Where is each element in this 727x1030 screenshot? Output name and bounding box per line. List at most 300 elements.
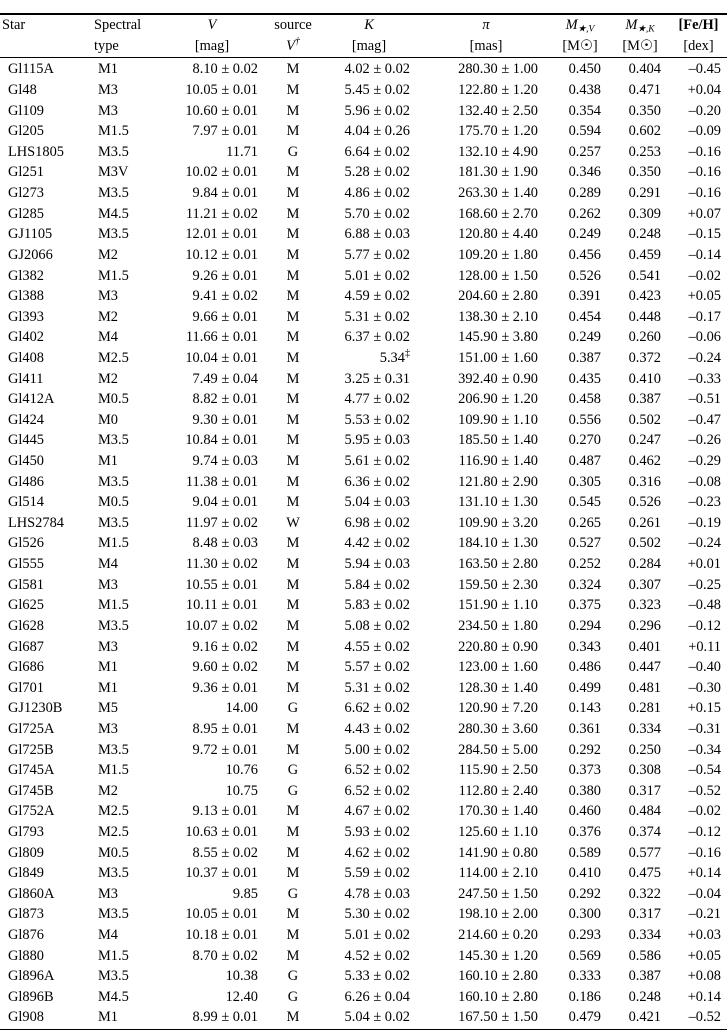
cell-v-magnitude: 10.05 ± 0.01 bbox=[185, 906, 258, 923]
cell-mass-v: 0.450 bbox=[550, 58, 610, 80]
cell-parallax: 214.60 ± 0.20 bbox=[458, 927, 538, 944]
cell-source-v: M bbox=[286, 906, 300, 923]
cell-metallicity: –0.16 bbox=[688, 143, 721, 160]
cell-mass-v: 0.458 bbox=[568, 391, 601, 408]
cell-v-magnitude: 9.72 ± 0.01 bbox=[192, 741, 258, 758]
cell-parallax: 280.30 ± 3.60 bbox=[458, 720, 538, 737]
cell-k-magnitude: 5.33 ± 0.02 bbox=[344, 968, 410, 985]
cell-source-v: M bbox=[286, 494, 300, 511]
cell-parallax: 284.50 ± 5.00 bbox=[458, 741, 538, 758]
cell-parallax: 206.90 ± 1.20 bbox=[458, 391, 538, 408]
header-spectral-type: Spectral bbox=[94, 17, 142, 33]
cell-star: Gl412A bbox=[8, 391, 55, 408]
cell-mass-v: 0.387 bbox=[568, 349, 601, 366]
cell-star: Gl445 bbox=[8, 432, 44, 449]
cell-parallax: 141.90 ± 0.80 bbox=[458, 844, 538, 861]
cell-metallicity: +0.05 bbox=[687, 288, 721, 305]
cell-source-v: M bbox=[286, 226, 300, 243]
cell-source-v: M bbox=[286, 823, 300, 840]
cell-parallax: 145.30 ± 1.20 bbox=[458, 947, 538, 964]
cell-k-magnitude: 5.61 ± 0.02 bbox=[344, 453, 410, 470]
header-parallax: π bbox=[482, 17, 490, 33]
cell-parallax: 125.60 ± 1.10 bbox=[458, 823, 538, 840]
cell-metallicity: –0.02 bbox=[688, 803, 721, 820]
table-row bbox=[0, 389, 727, 410]
cell-source-v: G bbox=[287, 762, 299, 779]
cell-star: Gl725B bbox=[8, 741, 54, 758]
table-row bbox=[0, 327, 727, 348]
cell-mass-v: 0.487 bbox=[568, 453, 601, 470]
cell-source-v: M bbox=[286, 205, 300, 222]
cell-mass-k: 0.374 bbox=[628, 823, 661, 840]
cell-spectral-type: M3.5 bbox=[98, 865, 129, 882]
cell-spectral-type: M1.5 bbox=[98, 762, 129, 779]
cell-v-magnitude: 10.02 ± 0.01 bbox=[185, 164, 258, 181]
cell-v-magnitude: 9.66 ± 0.01 bbox=[192, 308, 258, 325]
cell-parallax: 151.00 ± 1.60 bbox=[458, 349, 538, 366]
cell-star: Gl860A bbox=[8, 885, 55, 902]
cell-k-magnitude: 5.28 ± 0.02 bbox=[344, 164, 410, 181]
cell-k-magnitude: 5.01 ± 0.02 bbox=[344, 927, 410, 944]
header-star-unit bbox=[0, 36, 92, 58]
table-row bbox=[0, 430, 727, 451]
header-mass-v-unit: [M☉] bbox=[562, 37, 598, 54]
header-row-line1 bbox=[0, 15, 727, 36]
cell-source-v: M bbox=[286, 391, 300, 408]
cell-mass-v: 0.324 bbox=[568, 576, 601, 593]
cell-star: Gl896A bbox=[8, 968, 55, 985]
table-row bbox=[0, 368, 727, 389]
cell-metallicity: –0.09 bbox=[688, 123, 721, 140]
cell-metallicity: +0.14 bbox=[687, 865, 721, 882]
table-row bbox=[0, 492, 727, 513]
table-row bbox=[0, 513, 727, 534]
cell-source-v: M bbox=[286, 803, 300, 820]
cell-v-magnitude: 10.07 ± 0.02 bbox=[185, 617, 258, 634]
cell-mass-k: 0.260 bbox=[628, 329, 661, 346]
table-row bbox=[0, 884, 727, 905]
table-row bbox=[0, 595, 727, 616]
cell-mass-v: 0.456 bbox=[568, 246, 601, 263]
cell-v-magnitude: 10.18 ± 0.01 bbox=[185, 927, 258, 944]
cell-parallax: 122.80 ± 1.20 bbox=[458, 82, 538, 99]
cell-star: Gl382 bbox=[8, 267, 44, 284]
table-row bbox=[0, 575, 727, 596]
table-row bbox=[0, 80, 727, 101]
table-row bbox=[0, 801, 727, 822]
cell-v-magnitude: 10.04 ± 0.01 bbox=[185, 349, 258, 366]
cell-parallax: 160.10 ± 2.80 bbox=[458, 988, 538, 1005]
cell-v-magnitude: 9.04 ± 0.01 bbox=[192, 494, 258, 511]
cell-spectral-type: M1 bbox=[98, 679, 118, 696]
cell-star: Gl115A bbox=[0, 58, 92, 80]
cell-mass-k: 0.526 bbox=[628, 494, 661, 511]
cell-star: Gl849 bbox=[8, 865, 44, 882]
header-row-line2 bbox=[0, 36, 727, 58]
cell-mass-k: 0.250 bbox=[628, 741, 661, 758]
cell-spectral-type: M1.5 bbox=[98, 123, 129, 140]
table-row bbox=[0, 946, 727, 967]
cell-spectral-type: M0 bbox=[98, 411, 118, 428]
cell-parallax: 234.50 ± 1.80 bbox=[458, 617, 538, 634]
cell-parallax: 220.80 ± 0.90 bbox=[458, 638, 538, 655]
cell-metallicity: –0.26 bbox=[688, 432, 721, 449]
cell-star: Gl701 bbox=[8, 679, 44, 696]
cell-parallax: 167.50 ± 1.50 bbox=[422, 1007, 550, 1029]
cell-spectral-type: M1 bbox=[98, 659, 118, 676]
cell-metallicity: –0.54 bbox=[688, 762, 721, 779]
cell-mass-k: 0.316 bbox=[628, 473, 661, 490]
cell-mass-v: 0.454 bbox=[568, 308, 601, 325]
cell-star: Gl424 bbox=[8, 411, 44, 428]
cell-spectral-type: M5 bbox=[98, 700, 118, 717]
cell-mass-k: 0.248 bbox=[628, 988, 661, 1005]
cell-parallax: 145.90 ± 3.80 bbox=[458, 329, 538, 346]
cell-metallicity: –0.16 bbox=[688, 164, 721, 181]
cell-k-magnitude: 5.96 ± 0.02 bbox=[344, 102, 410, 119]
cell-parallax: 109.90 ± 3.20 bbox=[458, 514, 538, 531]
cell-star: Gl402 bbox=[8, 329, 44, 346]
cell-spectral-type: M4.5 bbox=[98, 988, 129, 1005]
table-row bbox=[0, 760, 727, 781]
cell-source-v: M bbox=[286, 659, 300, 676]
cell-star: Gl745B bbox=[8, 782, 54, 799]
cell-mass-k: 0.448 bbox=[628, 308, 661, 325]
cell-mass-k: 0.421 bbox=[610, 1007, 670, 1029]
cell-star: Gl880 bbox=[8, 947, 44, 964]
cell-metallicity: –0.02 bbox=[688, 267, 721, 284]
cell-k-magnitude: 5.57 ± 0.02 bbox=[344, 659, 410, 676]
cell-metallicity: –0.51 bbox=[688, 391, 721, 408]
header-parallax-unit: [mas] bbox=[469, 37, 503, 54]
table-row bbox=[0, 616, 727, 637]
cell-mass-v: 0.249 bbox=[568, 226, 601, 243]
cell-v-magnitude: 10.37 ± 0.01 bbox=[185, 865, 258, 882]
cell-spectral-type: M3.5 bbox=[98, 514, 129, 531]
cell-metallicity: +0.05 bbox=[687, 947, 721, 964]
cell-mass-k: 0.317 bbox=[628, 782, 661, 799]
cell-spectral-type: M3.5 bbox=[98, 473, 129, 490]
cell-metallicity: –0.52 bbox=[688, 782, 721, 799]
cell-mass-k: 0.502 bbox=[628, 535, 661, 552]
cell-parallax: 112.80 ± 2.40 bbox=[458, 782, 538, 799]
cell-k-magnitude: 5.31 ± 0.02 bbox=[344, 679, 410, 696]
cell-v-magnitude: 14.00 bbox=[225, 700, 258, 717]
cell-mass-v: 0.594 bbox=[568, 123, 601, 140]
cell-parallax: 184.10 ± 1.30 bbox=[458, 535, 538, 552]
cell-metallicity: –0.45 bbox=[670, 58, 727, 80]
cell-mass-v: 0.292 bbox=[568, 885, 601, 902]
cell-metallicity: –0.52 bbox=[670, 1007, 727, 1029]
table-row bbox=[0, 142, 727, 163]
cell-mass-k: 0.309 bbox=[628, 205, 661, 222]
table-row bbox=[0, 863, 727, 884]
cell-star: Gl514 bbox=[8, 494, 44, 511]
cell-mass-v: 0.265 bbox=[568, 514, 601, 531]
header-v-unit: [mag] bbox=[194, 37, 230, 54]
header-mass-v: $M_{★,V}$ bbox=[565, 17, 595, 35]
cell-source-v: M bbox=[286, 865, 300, 882]
cell-source-v: M bbox=[286, 576, 300, 593]
cell-mass-v: 0.526 bbox=[568, 267, 601, 284]
cell-spectral-type: M3.5 bbox=[98, 143, 129, 160]
cell-k-magnitude: 4.55 ± 0.02 bbox=[344, 638, 410, 655]
cell-parallax: 116.90 ± 1.40 bbox=[458, 453, 538, 470]
cell-mass-v: 0.257 bbox=[568, 143, 601, 160]
cell-spectral-type: M4 bbox=[98, 556, 118, 573]
table-row bbox=[0, 162, 727, 183]
cell-v-magnitude: 8.99 ± 0.01 bbox=[154, 1007, 270, 1029]
cell-mass-v: 0.391 bbox=[568, 288, 601, 305]
cell-metallicity: –0.08 bbox=[688, 473, 721, 490]
cell-k-magnitude: 4.86 ± 0.02 bbox=[344, 185, 410, 202]
cell-k-magnitude: 5.04 ± 0.02 bbox=[316, 1007, 422, 1029]
cell-k-magnitude: 4.04 ± 0.26 bbox=[344, 123, 410, 140]
cell-metallicity: –0.47 bbox=[688, 411, 721, 428]
cell-spectral-type: M3 bbox=[98, 576, 118, 593]
header-subscript: ★,K bbox=[637, 24, 655, 35]
cell-k-magnitude: 4.43 ± 0.02 bbox=[344, 720, 410, 737]
cell-parallax: 128.30 ± 1.40 bbox=[458, 679, 538, 696]
cell-spectral-type: M3 bbox=[98, 720, 118, 737]
table-row bbox=[0, 286, 727, 307]
table-body bbox=[0, 58, 727, 1029]
cell-star: Gl687 bbox=[8, 638, 44, 655]
cell-v-magnitude: 9.84 ± 0.01 bbox=[192, 185, 258, 202]
cell-metallicity: –0.15 bbox=[688, 226, 721, 243]
table-row bbox=[0, 843, 727, 864]
cell-star: Gl809 bbox=[8, 844, 44, 861]
cell-star: Gl486 bbox=[8, 473, 44, 490]
cell-source-v: M bbox=[286, 164, 300, 181]
table-row bbox=[0, 121, 727, 142]
cell-k-magnitude: 3.25 ± 0.31 bbox=[344, 370, 410, 387]
cell-mass-k: 0.459 bbox=[628, 246, 661, 263]
cell-parallax: 159.50 ± 2.30 bbox=[458, 576, 538, 593]
cell-v-magnitude: 8.70 ± 0.02 bbox=[192, 947, 258, 964]
cell-mass-k: 0.586 bbox=[628, 947, 661, 964]
cell-k-magnitude: 5.01 ± 0.02 bbox=[344, 267, 410, 284]
cell-source-v: M bbox=[286, 741, 300, 758]
cell-source-v: M bbox=[270, 58, 316, 80]
cell-mass-v: 0.293 bbox=[568, 927, 601, 944]
cell-star: Gl555 bbox=[8, 556, 44, 573]
cell-parallax: 120.80 ± 4.40 bbox=[458, 226, 538, 243]
cell-v-magnitude: 10.05 ± 0.01 bbox=[185, 82, 258, 99]
cell-mass-v: 0.545 bbox=[568, 494, 601, 511]
cell-source-v: M bbox=[286, 185, 300, 202]
cell-source-v: M bbox=[286, 473, 300, 490]
cell-k-magnitude: 5.30 ± 0.02 bbox=[344, 906, 410, 923]
cell-star: GJ1230B bbox=[8, 700, 63, 717]
table-row bbox=[0, 265, 727, 286]
cell-mass-v: 0.289 bbox=[568, 185, 601, 202]
cell-metallicity: –0.04 bbox=[688, 885, 721, 902]
cell-spectral-type: M3 bbox=[98, 82, 118, 99]
cell-k-magnitude: 5.45 ± 0.02 bbox=[344, 82, 410, 99]
header-spectral-type-unit: type bbox=[94, 37, 119, 54]
cell-v-magnitude: 7.97 ± 0.01 bbox=[192, 123, 258, 140]
table-row bbox=[0, 719, 727, 740]
cell-mass-v: 0.435 bbox=[568, 370, 601, 387]
cell-mass-k: 0.323 bbox=[628, 597, 661, 614]
cell-mass-v: 0.380 bbox=[568, 782, 601, 799]
cell-mass-k: 0.475 bbox=[628, 865, 661, 882]
table-row bbox=[0, 533, 727, 554]
cell-parallax: 109.20 ± 1.80 bbox=[458, 246, 538, 263]
cell-parallax: 123.00 ± 1.60 bbox=[458, 659, 538, 676]
cell-source-v: M bbox=[286, 638, 300, 655]
cell-mass-k: 0.481 bbox=[628, 679, 661, 696]
cell-star: GJ1105 bbox=[8, 226, 53, 243]
cell-mass-v: 0.460 bbox=[568, 803, 601, 820]
cell-v-magnitude: 8.55 ± 0.02 bbox=[192, 844, 258, 861]
cell-star: Gl285 bbox=[8, 205, 44, 222]
cell-mass-k: 0.471 bbox=[628, 82, 661, 99]
cell-mass-k: 0.372 bbox=[628, 349, 661, 366]
cell-k-magnitude: 6.36 ± 0.02 bbox=[344, 473, 410, 490]
cell-k-magnitude: 6.64 ± 0.02 bbox=[344, 143, 410, 160]
cell-source-v: M bbox=[286, 679, 300, 696]
cell-parallax: 109.90 ± 1.10 bbox=[458, 411, 538, 428]
cell-k-magnitude: 5.77 ± 0.02 bbox=[344, 246, 410, 263]
cell-spectral-type: M3.5 bbox=[98, 906, 129, 923]
cell-star: Gl625 bbox=[8, 597, 44, 614]
cell-v-magnitude: 10.12 ± 0.01 bbox=[185, 246, 258, 263]
table-row bbox=[0, 307, 727, 328]
cell-metallicity: –0.14 bbox=[688, 246, 721, 263]
cell-parallax: 132.10 ± 4.90 bbox=[458, 143, 538, 160]
table-row bbox=[0, 101, 727, 122]
cell-v-magnitude: 11.30 ± 0.02 bbox=[185, 556, 258, 573]
cell-source-v: M bbox=[286, 308, 300, 325]
cell-parallax: 151.90 ± 1.10 bbox=[458, 597, 538, 614]
cell-parallax: 128.00 ± 1.50 bbox=[458, 267, 538, 284]
cell-mass-k: 0.261 bbox=[628, 514, 661, 531]
cell-k-magnitude: 5.83 ± 0.02 bbox=[344, 597, 410, 614]
cell-metallicity: +0.14 bbox=[687, 988, 721, 1005]
cell-star: Gl873 bbox=[8, 906, 44, 923]
cell-mass-k: 0.291 bbox=[628, 185, 661, 202]
cell-source-v: M bbox=[286, 720, 300, 737]
cell-source-v: M bbox=[286, 123, 300, 140]
cell-mass-v: 0.270 bbox=[568, 432, 601, 449]
cell-star: Gl273 bbox=[8, 185, 44, 202]
cell-spectral-type: M1.5 bbox=[98, 947, 129, 964]
cell-mass-k: 0.401 bbox=[628, 638, 661, 655]
cell-k-magnitude: 5.34‡ bbox=[379, 348, 410, 366]
cell-spectral-type: M3 bbox=[98, 288, 118, 305]
cell-source-v: G bbox=[287, 885, 299, 902]
cell-mass-v: 0.438 bbox=[568, 82, 601, 99]
cell-v-magnitude: 10.38 bbox=[225, 968, 258, 985]
cell-metallicity: –0.40 bbox=[688, 659, 721, 676]
cell-parallax: 120.90 ± 7.20 bbox=[458, 700, 538, 717]
cell-k-magnitude: 5.00 ± 0.02 bbox=[344, 741, 410, 758]
cell-mass-k: 0.502 bbox=[628, 411, 661, 428]
cell-v-magnitude: 8.95 ± 0.01 bbox=[192, 720, 258, 737]
cell-source-v: M bbox=[286, 102, 300, 119]
cell-k-magnitude: 4.02 ± 0.02 bbox=[316, 58, 422, 80]
cell-v-magnitude: 11.38 ± 0.01 bbox=[185, 473, 258, 490]
cell-spectral-type: M1.5 bbox=[98, 597, 129, 614]
cell-k-magnitude: 5.08 ± 0.02 bbox=[344, 617, 410, 634]
cell-spectral-type: M0.5 bbox=[98, 494, 129, 511]
table-row bbox=[0, 636, 727, 657]
cell-parallax: 114.00 ± 2.10 bbox=[458, 865, 538, 882]
table-row bbox=[0, 451, 727, 472]
cell-spectral-type: M3 bbox=[98, 638, 118, 655]
cell-spectral-type: M3.5 bbox=[98, 741, 129, 758]
header-mass-k-unit: [M☉] bbox=[622, 37, 658, 54]
table-header bbox=[0, 14, 727, 58]
cell-source-v: M bbox=[270, 1007, 316, 1029]
cell-metallicity: –0.48 bbox=[688, 597, 721, 614]
cell-metallicity: –0.16 bbox=[688, 844, 721, 861]
cell-parallax: 168.60 ± 2.70 bbox=[458, 205, 538, 222]
cell-source-v: M bbox=[286, 597, 300, 614]
cell-source-v: W bbox=[286, 514, 300, 531]
cell-metallicity: +0.01 bbox=[687, 556, 721, 573]
cell-v-magnitude: 9.60 ± 0.02 bbox=[192, 659, 258, 676]
cell-parallax: 115.90 ± 2.50 bbox=[458, 762, 538, 779]
cell-spectral-type: M2 bbox=[98, 782, 118, 799]
cell-metallicity: –0.30 bbox=[688, 679, 721, 696]
cell-mass-k: 0.447 bbox=[628, 659, 661, 676]
cell-source-v: M bbox=[286, 329, 300, 346]
cell-k-magnitude: 5.04 ± 0.03 bbox=[344, 494, 410, 511]
cell-mass-v: 0.499 bbox=[568, 679, 601, 696]
cell-star: Gl908 bbox=[0, 1007, 92, 1029]
table-row bbox=[0, 554, 727, 575]
cell-mass-k: 0.317 bbox=[628, 906, 661, 923]
cell-star: Gl745A bbox=[8, 762, 55, 779]
cell-mass-v: 0.376 bbox=[568, 823, 601, 840]
cell-parallax: 185.50 ± 1.40 bbox=[458, 432, 538, 449]
cell-mass-k: 0.541 bbox=[628, 267, 661, 284]
cell-parallax: 204.60 ± 2.80 bbox=[458, 288, 538, 305]
cell-k-magnitude: 5.84 ± 0.02 bbox=[344, 576, 410, 593]
cell-mass-v: 0.361 bbox=[568, 720, 601, 737]
cell-mass-v: 0.333 bbox=[568, 968, 601, 985]
cell-parallax: 247.50 ± 1.50 bbox=[458, 885, 538, 902]
cell-mass-k: 0.248 bbox=[628, 226, 661, 243]
header-footnote-marker: † bbox=[294, 35, 300, 47]
cell-v-magnitude: 12.01 ± 0.01 bbox=[185, 226, 258, 243]
cell-v-magnitude: 10.75 bbox=[225, 782, 258, 799]
table-row bbox=[0, 925, 727, 946]
cell-star: LHS2784 bbox=[8, 514, 64, 531]
cell-source-v: M bbox=[286, 349, 300, 366]
cell-mass-v: 0.346 bbox=[568, 164, 601, 181]
cell-source-v: M bbox=[286, 411, 300, 428]
cell-spectral-type: M4 bbox=[98, 927, 118, 944]
cell-metallicity: +0.11 bbox=[688, 638, 721, 655]
cell-mass-k: 0.602 bbox=[628, 123, 661, 140]
cell-k-magnitude: 5.94 ± 0.03 bbox=[344, 556, 410, 573]
cell-mass-v: 0.556 bbox=[568, 411, 601, 428]
cell-source-v: G bbox=[287, 988, 299, 1005]
cell-mass-v: 0.589 bbox=[568, 844, 601, 861]
table-row bbox=[0, 781, 727, 802]
cell-star: Gl450 bbox=[8, 453, 44, 470]
cell-k-magnitude: 4.62 ± 0.02 bbox=[344, 844, 410, 861]
cell-mass-k: 0.296 bbox=[628, 617, 661, 634]
table-row bbox=[0, 657, 727, 678]
cell-star: Gl686 bbox=[8, 659, 44, 676]
cell-spectral-type: M2 bbox=[98, 246, 118, 263]
cell-star: Gl48 bbox=[8, 82, 37, 99]
